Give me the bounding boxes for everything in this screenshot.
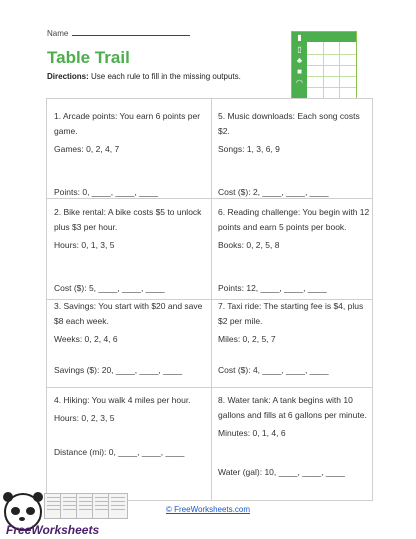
problems-grid	[46, 98, 373, 501]
problem-description: 3. Savings: You start with $20 and save $8 each week.	[54, 301, 203, 326]
page-title: Table Trail	[47, 48, 130, 67]
problem-description: 7. Taxi ride: The starting fee is $4, plus $2 per mile.	[218, 301, 364, 326]
wifi-icon: ◠	[296, 78, 303, 87]
problem-7	[218, 299, 370, 375]
problem-5	[218, 109, 370, 197]
problem-description: 5. Music downloads: Each song costs $2.	[218, 111, 360, 136]
problem-8	[218, 393, 370, 477]
problem-outputs: Water (gal): 10, ____, ____, ____	[218, 467, 345, 477]
name-label: Name	[47, 29, 69, 38]
problem-outputs: Points: 0, ____, ____, ____	[54, 187, 158, 197]
directions-label: Directions:	[47, 72, 89, 81]
problem-inputs: Weeks: 0, 2, 4, 6	[54, 334, 118, 344]
gas-pump-icon: ▮	[297, 33, 302, 42]
table-logo-icon	[291, 31, 357, 99]
name-field	[47, 27, 190, 38]
problem-outputs: Cost ($): 4, ____, ____, ____	[218, 365, 329, 375]
problem-outputs: Cost ($): 2, ____, ____, ____	[218, 187, 329, 197]
problem-1	[54, 109, 206, 197]
problem-6	[218, 205, 370, 293]
problem-4	[54, 393, 206, 457]
problem-description: 6. Reading challenge: You begin with 12 points and earn 5 points per book.	[218, 207, 370, 232]
problem-inputs: Hours: 0, 2, 3, 5	[54, 413, 115, 423]
problem-3	[54, 299, 206, 375]
problem-description: 4. Hiking: You walk 4 miles per hour.	[54, 395, 191, 405]
directions-text: Use each rule to fill in the missing outputs.	[88, 72, 241, 81]
footer-site-link[interactable]: © FreeWorksheets.com	[166, 505, 250, 514]
problem-inputs: Games: 0, 2, 4, 7	[54, 144, 120, 154]
problem-description: 2. Bike rental: A bike costs $5 to unlock plus $3 per hour.	[54, 207, 202, 232]
problem-description: 8. Water tank: A tank begins with 10 gallons and fills at 6 gallons per minute.	[218, 395, 367, 420]
footer-brand-logo	[0, 489, 135, 539]
problem-description: 1. Arcade points: You earn 6 points per game.	[54, 111, 201, 136]
plant-icon: ♣	[296, 56, 303, 65]
problem-2	[54, 205, 206, 293]
problem-inputs: Songs: 1, 3, 6, 9	[218, 144, 280, 154]
problem-inputs: Miles: 0, 2, 5, 7	[218, 334, 276, 344]
problem-outputs: Savings ($): 20, ____, ____, ____	[54, 365, 183, 375]
problem-outputs: Points: 12, ____, ____, ____	[218, 283, 327, 293]
brand-name: FreeWorksheets	[6, 523, 100, 537]
box-icon: ■	[297, 67, 302, 76]
name-blank-line	[72, 27, 190, 36]
problem-outputs: Distance (mi): 0, ____, ____, ____	[54, 447, 185, 457]
problem-inputs: Books: 0, 2, 5, 8	[218, 240, 280, 250]
directions	[47, 72, 241, 81]
phone-icon: ▯	[297, 45, 302, 54]
problem-inputs: Hours: 0, 1, 3, 5	[54, 240, 115, 250]
problem-inputs: Minutes: 0, 1, 4, 6	[218, 428, 286, 438]
problem-outputs: Cost ($): 5, ____, ____, ____	[54, 283, 165, 293]
